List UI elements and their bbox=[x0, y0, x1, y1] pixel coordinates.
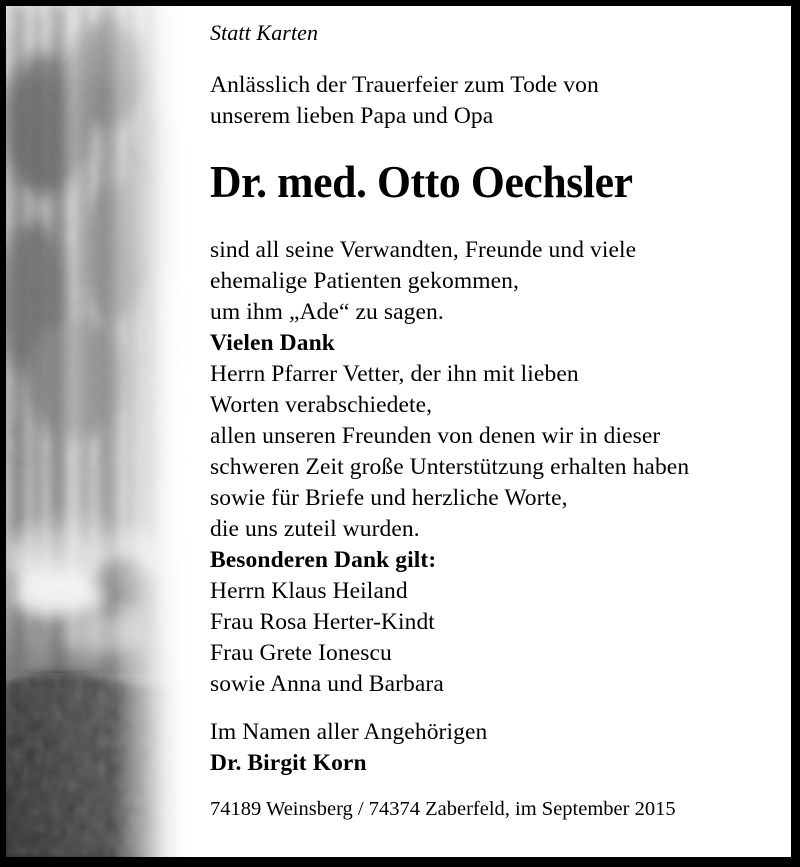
spacer-after-name bbox=[210, 208, 785, 235]
body-line-heading: Vielen Dank bbox=[210, 330, 335, 356]
body-line: die uns zuteil wurden. bbox=[210, 516, 420, 542]
spacer-before-name bbox=[210, 132, 785, 156]
body-line: Herrn Klaus Heiland bbox=[210, 578, 408, 604]
spacer-before-place-date bbox=[210, 779, 785, 796]
intro-line: unserem lieben Papa und Opa bbox=[210, 103, 494, 129]
body-line: ehemalige Patienten gekommen, bbox=[210, 268, 519, 294]
body-line: sowie Anna und Barbara bbox=[210, 671, 444, 697]
thank-you-body bbox=[210, 235, 785, 700]
body-line-heading: Besonderen Dank gilt: bbox=[210, 547, 437, 573]
notice-text-column bbox=[204, 6, 791, 857]
body-line: Frau Rosa Herter-Kindt bbox=[210, 609, 435, 635]
signature-line: Im Namen aller Angehörigen bbox=[210, 719, 488, 745]
body-line: Worten verabschiedete, bbox=[210, 392, 433, 418]
body-line: um ihm „Ade“ zu sagen. bbox=[210, 299, 444, 325]
forest-photo bbox=[6, 6, 196, 857]
body-line: Frau Grete Ionescu bbox=[210, 640, 392, 666]
intro-line: Anlässlich der Trauerfeier zum Tode von bbox=[210, 72, 599, 98]
body-line: Herrn Pfarrer Vetter, der ihn mit lieben bbox=[210, 361, 579, 387]
signature-name: Dr. Birgit Korn bbox=[210, 750, 367, 776]
body-line: schweren Zeit große Unterstützung erhalten haben bbox=[210, 454, 690, 480]
body-line: sind all seine Verwandten, Freunde und viele bbox=[210, 237, 637, 263]
spacer-before-signature bbox=[210, 700, 785, 717]
body-line: sowie für Briefe und herzliche Worte, bbox=[210, 485, 568, 511]
deceased-name: Dr. med. Otto Oechsler bbox=[210, 157, 633, 207]
body-line: allen unseren Freunden von denen wir in dieser bbox=[210, 423, 661, 449]
spacer-after-preamble bbox=[210, 46, 785, 70]
intro-text bbox=[210, 70, 785, 132]
notice-inner bbox=[6, 6, 791, 857]
signature-block bbox=[210, 717, 785, 779]
place-and-date: 74189 Weinsberg / 74374 Zaberfeld, im September 2015 bbox=[210, 798, 676, 820]
preamble-statt-karten: Statt Karten bbox=[210, 20, 319, 45]
